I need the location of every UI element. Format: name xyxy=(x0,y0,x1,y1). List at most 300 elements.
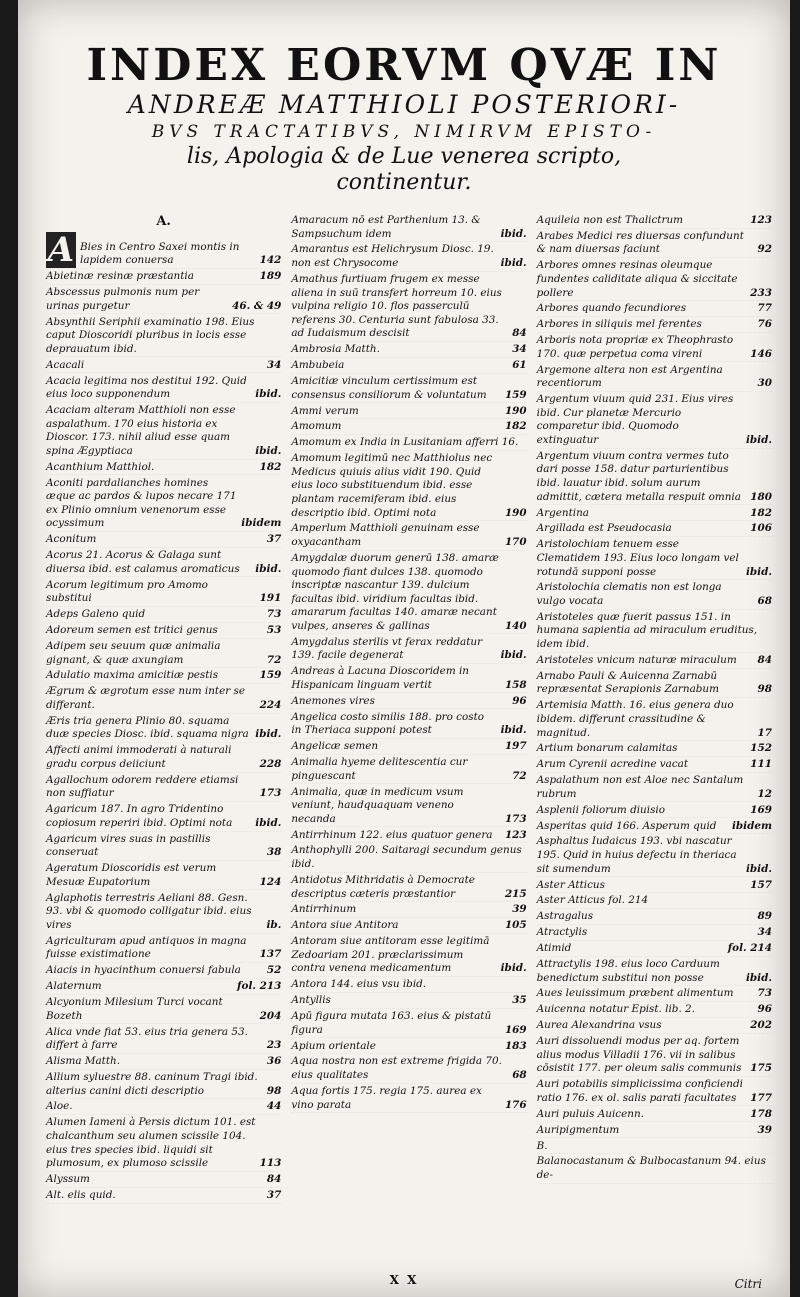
index-entry xyxy=(537,879,772,894)
entry-text: Aconiti pardalianches homines æque ac pardos & lupos necare 171 ex Plinio omnium venenorum esse ocyssimum xyxy=(46,476,237,530)
entry-reference: 215 xyxy=(504,887,527,900)
entry-text: Acanthium Matthiol. xyxy=(46,460,155,473)
index-entry xyxy=(46,375,281,403)
index-entry xyxy=(291,636,526,664)
index-entry xyxy=(537,654,772,669)
entry-text: Amygdalus sterilis vt ferax reddatur 139. facile degenerat xyxy=(291,635,483,662)
index-entry xyxy=(291,243,526,271)
entry-reference: 190 xyxy=(504,506,527,519)
index-entry xyxy=(46,477,281,532)
index-entry xyxy=(291,740,526,755)
index-entry xyxy=(291,452,526,521)
document-page xyxy=(18,0,790,1297)
entry-reference: ibid. xyxy=(745,433,772,446)
index-entry xyxy=(291,405,526,420)
index-columns xyxy=(46,214,772,1252)
entry-text: Antyllis xyxy=(291,994,331,1007)
index-entry xyxy=(46,286,281,314)
index-entry xyxy=(537,522,772,537)
entry-text: Aristolochiam tenuem esse Clematidem 193. Eius loco longam vel rotundā supponi posse xyxy=(536,538,739,578)
entry-text: Anthophylli 200. Saitaragi secundum genus ibid. xyxy=(291,844,522,871)
index-entry xyxy=(291,695,526,710)
entry-text: Adeps Galeno quid xyxy=(46,608,146,621)
entry-text: Auri puluis Auicenn. xyxy=(536,1107,644,1120)
index-entry xyxy=(46,640,281,668)
entry-reference: 72 xyxy=(512,769,527,782)
index-entry xyxy=(291,903,526,918)
entry-reference: 228 xyxy=(259,757,282,770)
entry-reference: 98 xyxy=(757,683,772,696)
entry-reference: 180 xyxy=(750,490,772,503)
index-entry xyxy=(537,742,772,757)
entry-text: Astragalus xyxy=(536,910,594,923)
entry-text: Aster Atticus fol. 214 xyxy=(536,894,649,907)
entry-reference: 189 xyxy=(259,270,282,283)
entry-reference: 34 xyxy=(512,343,527,356)
index-entry xyxy=(46,1173,281,1188)
entry-text: Auicenna notatur Epist. lib. 2. xyxy=(536,1003,695,1016)
entry-text: Arbores in siliquis mel ferentes xyxy=(536,318,702,331)
index-entry xyxy=(291,665,526,693)
entry-text: Absynthii Seriphii examinatio 198. Eius caput Dioscoridi pluribus in locis esse deprauatum ibid. xyxy=(46,315,255,355)
index-entry xyxy=(291,1055,526,1083)
index-entry xyxy=(537,1003,772,1018)
index-entry xyxy=(46,404,281,459)
entry-reference: 30 xyxy=(757,377,772,390)
entry-reference: ibid. xyxy=(745,565,772,578)
entry-text: Amaracum nō est Parthenium 13. & Sampsuchum idem xyxy=(291,214,481,240)
entry-text: Amarantus est Helichrysum Diosc. 19. non est Chrysocome xyxy=(291,243,494,270)
index-entry xyxy=(291,343,526,358)
entry-text: Antora siue Antitora xyxy=(291,919,399,932)
entry-reference: ibid. xyxy=(500,257,527,270)
entry-reference: 173 xyxy=(504,812,527,825)
index-entry xyxy=(46,316,281,358)
entry-reference: 89 xyxy=(757,910,772,923)
entry-reference: ibidem xyxy=(241,517,282,530)
entry-text: Artium bonarum calamitas xyxy=(536,742,678,755)
entry-text: Aristoteles vnicum naturæ miraculum xyxy=(536,653,737,666)
entry-reference: 202 xyxy=(750,1019,772,1032)
entry-reference: 105 xyxy=(504,919,527,932)
index-entry xyxy=(537,1140,772,1155)
index-entry xyxy=(537,393,772,448)
entry-reference: 17 xyxy=(757,726,772,739)
entry-text: Auri dissoluendi modus per aq. fortem alius modus Villadii 176. vii in salibus cōsistit 177. per oleum salis communis xyxy=(536,1035,742,1075)
index-entry xyxy=(46,549,281,577)
index-entry xyxy=(46,935,281,963)
index-entry xyxy=(46,774,281,802)
entry-text: Abietinæ resinæ præstantia xyxy=(46,270,194,283)
title-line-4: lis, Apologia & de Lue venerea scripto, xyxy=(186,144,622,169)
index-entry xyxy=(291,552,526,635)
title-line-5: continentur. xyxy=(336,170,472,195)
entry-text: Arbores quando fecundiores xyxy=(536,302,687,315)
entry-reference: 38 xyxy=(266,846,282,859)
entry-text: Aloe. xyxy=(46,1100,73,1113)
entry-reference: 46. & 49 xyxy=(232,299,282,312)
entry-text: Agallochum odorem reddere etiamsi non suffiatur xyxy=(46,773,239,800)
index-entry xyxy=(46,1116,281,1171)
index-entry xyxy=(291,786,526,828)
index-entry xyxy=(537,804,772,819)
entry-reference: 140 xyxy=(504,619,527,632)
entry-text: Alcyonium Milesium Turci vocant Bozeth xyxy=(46,996,223,1022)
signature-mark: X X xyxy=(389,1273,419,1287)
entry-reference: 35 xyxy=(512,994,527,1007)
entry-reference: 124 xyxy=(259,875,282,888)
entry-text: Asperitas quid 166. Asperum quid xyxy=(536,819,717,832)
entry-reference: 146 xyxy=(750,347,772,360)
entry-reference: 113 xyxy=(259,1157,282,1170)
entry-reference: 92 xyxy=(757,243,772,256)
index-entry xyxy=(46,461,281,476)
entry-reference: ibid. xyxy=(500,962,527,975)
index-entry xyxy=(46,1026,281,1054)
entry-text: Ambubeia xyxy=(291,359,345,372)
index-entry xyxy=(46,230,281,269)
entry-reference: ibid. xyxy=(255,728,282,741)
entry-text: Antoram siue antitoram esse legitimā Zedoariam 201. præclarissimum contra venena medicamentum xyxy=(291,935,490,975)
entry-text: Adipem seu seuum quæ animalia gignant, & quæ axungiam xyxy=(46,640,221,666)
entry-text: Antirrhinum 122. eius quatuor genera xyxy=(291,828,493,841)
entry-reference: ibid. xyxy=(255,388,282,401)
entry-text: Antora 144. eius vsu ibid. xyxy=(291,978,427,991)
index-entry xyxy=(537,214,772,229)
index-entry xyxy=(46,533,281,548)
entry-text: Aglaphotis terrestris Aeliani 88. Gesn. 93. vbi & quomodo colligatur ibid. eius vires xyxy=(46,891,252,931)
entry-reference: 98 xyxy=(266,1084,282,1097)
index-entry xyxy=(291,844,526,872)
entry-text: Aquileia non est Thalictrum xyxy=(536,214,683,226)
entry-text: Acaciam alteram Matthioli non esse aspalathum. 170 eius historia ex Dioscor. 173. nihil aliud esse quam spina Ægyptiaca xyxy=(46,404,236,457)
entry-reference: 68 xyxy=(757,595,772,607)
entry-reference: 158 xyxy=(504,678,527,691)
entry-reference: 183 xyxy=(504,1039,527,1052)
index-entry xyxy=(291,214,526,242)
index-entry xyxy=(46,996,281,1024)
entry-reference: 44 xyxy=(266,1100,282,1113)
index-entry xyxy=(537,1124,772,1139)
entry-reference: ibid. xyxy=(255,444,282,457)
entry-text: Affecti animi immoderati à naturali gradu corpus deiiciunt xyxy=(46,744,232,770)
index-entry xyxy=(537,230,772,258)
entry-reference: 34 xyxy=(757,926,772,939)
entry-reference: ibid. xyxy=(745,862,772,875)
entry-text: Adulatio maxima amicitiæ pestis xyxy=(46,669,219,682)
entry-text: Ambrosia Matth. xyxy=(291,343,380,356)
entry-reference: 157 xyxy=(750,878,772,891)
entry-reference: 123 xyxy=(504,828,527,841)
entry-text: Aconitum xyxy=(46,533,97,546)
section-letter: A. xyxy=(156,214,171,229)
index-entry xyxy=(46,669,281,684)
index-entry xyxy=(46,270,281,285)
entry-text: Amathus furtiuam frugem ex messe aliena in suū transfert horreum 10. eius vulpina religio 10. flos passerculū referens 30. Centuria sunt fabulosa 33. ad Iudaismum descisit xyxy=(291,272,502,340)
entry-text: Argentum viuum contra vermes tuto dari posse 158. datur parturientibus ibid. lauatur ibid. solum aurum admittit, cætera metalla respuit omnia xyxy=(536,449,741,503)
entry-text: Amomum xyxy=(291,420,342,433)
index-entry xyxy=(537,538,772,580)
entry-reference: 106 xyxy=(750,522,772,535)
index-entry xyxy=(291,359,526,374)
index-entry xyxy=(46,862,281,890)
entry-reference: 176 xyxy=(504,1098,527,1111)
entry-reference: 84 xyxy=(757,653,772,666)
index-entry xyxy=(537,942,772,957)
entry-text: Argemone altera non est Argentina recentiorum xyxy=(536,363,723,390)
entry-text: Angelica costo similis 188. pro costo in Theriaca supponi potest xyxy=(291,710,484,737)
entry-text: Arnabo Pauli & Auicenna Zarnabū repræsentat Serapionis Zarnabum xyxy=(536,669,719,696)
index-entry xyxy=(537,302,772,317)
title-line-2: ANDREÆ MATTHIOLI POSTERIORI- xyxy=(127,90,681,119)
entry-text: Asplenii foliorum diuisio xyxy=(536,803,665,816)
entry-text: Ageratum Dioscoridis est verum Mesuæ Eupatorium xyxy=(46,862,217,888)
entry-reference: 175 xyxy=(750,1062,772,1075)
entry-text: Animalia, quæ in medicum vsum veniunt, haudquaquam veneno necanda xyxy=(291,785,464,825)
entry-reference: 39 xyxy=(757,1123,772,1136)
entry-reference: 34 xyxy=(266,358,282,371)
entry-text: Agaricum vires suas in pastillis conseruat xyxy=(46,832,211,859)
entry-text: B. xyxy=(536,1139,548,1152)
index-entry xyxy=(291,420,526,435)
entry-text: Acacia legitima nos destitui 192. Quid eius loco supponendum xyxy=(46,374,247,401)
entry-reference: 159 xyxy=(259,669,282,682)
entry-text: Apium orientale xyxy=(291,1039,376,1052)
entry-reference: 76 xyxy=(757,318,772,331)
entry-reference: fol. 214 xyxy=(727,942,772,955)
entry-reference: ib. xyxy=(266,918,282,931)
index-entry xyxy=(537,1078,772,1106)
index-entry xyxy=(291,978,526,993)
entry-text: Amperlum Matthioli genuinam esse oxyacantham xyxy=(291,522,480,549)
index-entry xyxy=(537,835,772,877)
entry-text: Alisma Matth. xyxy=(46,1055,121,1068)
entry-text: Asphaltus Iudaicus 193. vbi nascatur 195. Quid in huius defectu in theriaca sit sumendum xyxy=(536,835,737,875)
index-entry xyxy=(46,685,281,713)
entry-reference: ibid. xyxy=(255,562,282,575)
entry-reference: 178 xyxy=(750,1107,772,1120)
entry-text: Aristolochia clematis non est longa vulgo vocata xyxy=(536,581,722,607)
index-entry xyxy=(537,1155,772,1183)
index-entry xyxy=(46,803,281,831)
entry-text: Aurea Alexandrina vsus xyxy=(536,1019,662,1032)
entry-reference: ibid. xyxy=(500,227,527,240)
entry-text: Atractylis xyxy=(536,926,588,939)
entry-text: Acacali xyxy=(46,358,85,371)
entry-text: Agriculturam apud antiquos in magna fuisse existimatione xyxy=(46,934,247,961)
entry-text: Arum Cyrenii acredine vacat xyxy=(536,758,689,771)
index-entry xyxy=(46,892,281,934)
entry-reference: 190 xyxy=(504,404,527,417)
entry-text: Arboris nota propriæ ex Theophrasto 170. quæ perpetua coma vireni xyxy=(536,334,734,360)
index-entry xyxy=(291,994,526,1009)
index-entry xyxy=(537,611,772,653)
entry-text: Amomum legitimū nec Matthiolus nec Medicus quiuis alius vidit 190. Quid eius loco substituendum ibid. esse plantam racemiferam ibid. eius descriptio ibid. Optimi nota xyxy=(291,452,493,519)
entry-reference: 152 xyxy=(750,742,772,755)
index-entry xyxy=(537,581,772,609)
entry-text: Arbores omnes resinas oleumque fundentes caliditate aliqua & siccitate pollere xyxy=(536,259,738,299)
entry-text: Bies in Centro Saxei montis in lapidem conuersa xyxy=(80,240,240,267)
entry-text: Aqua nostra non est extreme frigida 70. eius qualitates xyxy=(291,1055,502,1082)
entry-text: Alumen Iameni à Persis dictum 101. est chalcanthum seu alumen scissile 104. eius tres species ibid. liquidi sit plumosum, ex plumoso scissile xyxy=(46,1116,256,1170)
index-entry xyxy=(46,1189,281,1204)
index-entry xyxy=(291,375,526,403)
entry-text: Argentina xyxy=(536,506,590,519)
entry-text: Artemisia Matth. 16. eius genera duo ibidem. differunt crassitudine & magnitud. xyxy=(536,699,734,739)
index-entry xyxy=(537,259,772,301)
entry-reference: 96 xyxy=(757,1003,772,1016)
entry-reference: 37 xyxy=(266,533,282,546)
entry-text: Amicitiæ vinculum certissimum est consensus consiliorum & voluntatum xyxy=(291,375,487,401)
index-entry xyxy=(537,450,772,505)
index-column-3 xyxy=(537,214,772,1252)
entry-reference: 84 xyxy=(266,1173,282,1186)
entry-reference: fol. 213 xyxy=(237,980,282,993)
entry-reference: ibidem xyxy=(731,819,772,832)
index-entry xyxy=(291,1085,526,1113)
index-entry xyxy=(537,987,772,1002)
corner-note: Citri xyxy=(734,1277,762,1291)
index-entry xyxy=(291,711,526,739)
index-entry xyxy=(537,1108,772,1123)
index-entry xyxy=(537,318,772,333)
index-entry xyxy=(46,1100,281,1115)
index-entry xyxy=(537,894,772,909)
entry-text: Amomum ex India in Lusitaniam afferri 16. xyxy=(291,436,519,449)
entry-text: Animalia hyeme delitescentia cur pinguescant xyxy=(291,756,468,782)
index-entry xyxy=(46,359,281,374)
entry-reference: ibid. xyxy=(255,816,282,829)
entry-text: Alica vnde fiat 53. eius tria genera 53. differt à farre xyxy=(46,1025,248,1052)
entry-text: Angelicæ semen xyxy=(291,740,379,753)
entry-text: Ammi verum xyxy=(291,404,359,417)
index-entry xyxy=(291,1010,526,1038)
entry-reference: 96 xyxy=(512,694,527,707)
entry-text: Aster Atticus xyxy=(536,878,605,891)
index-entry xyxy=(291,935,526,977)
entry-text: Ægrum & ægrotum esse num inter se differant. xyxy=(46,685,245,711)
entry-text: Adoreum semen est tritici genus xyxy=(46,624,218,637)
entry-reference: ibid. xyxy=(745,971,772,984)
entry-text: Balanocastanum & Bulbocastanum 94. eius de- xyxy=(536,1155,766,1181)
entry-reference: 169 xyxy=(750,803,772,816)
entry-text: Antirrhinum xyxy=(291,903,357,916)
entry-text: Aiacis in hyacinthum conuersi fabula xyxy=(46,964,241,977)
entry-reference: 53 xyxy=(266,624,282,637)
entry-reference: 36 xyxy=(266,1055,282,1068)
entry-reference: 169 xyxy=(504,1023,527,1036)
entry-text: Attractylis 198. eius loco Carduum benedictum substitui non posse xyxy=(536,958,720,984)
index-entry xyxy=(46,715,281,743)
index-entry xyxy=(46,608,281,623)
entry-reference: 52 xyxy=(266,964,282,977)
entry-text: Aqua fortis 175. regia 175. aurea ex vino parata xyxy=(291,1084,482,1111)
entry-reference: 68 xyxy=(512,1069,527,1082)
index-entry xyxy=(291,919,526,934)
index-entry xyxy=(46,624,281,639)
entry-reference: 191 xyxy=(259,592,282,605)
index-entry xyxy=(537,1035,772,1077)
entry-reference: 233 xyxy=(750,286,772,299)
entry-text: Anemones vires xyxy=(291,694,375,707)
entry-reference: 84 xyxy=(512,327,527,340)
index-entry xyxy=(291,522,526,550)
index-entry xyxy=(46,964,281,979)
index-entry xyxy=(291,273,526,342)
entry-reference: 37 xyxy=(266,1188,282,1201)
entry-reference: ibid. xyxy=(500,649,527,662)
index-entry xyxy=(46,833,281,861)
index-column-2 xyxy=(291,214,526,1252)
entry-text: Andreas à Lacuna Dioscoridem in Hispanicam linguam vertit xyxy=(291,665,469,691)
index-entry xyxy=(537,364,772,392)
index-column-1 xyxy=(46,214,281,1252)
entry-reference: 170 xyxy=(504,536,527,549)
page-header xyxy=(18,0,790,196)
entry-text: Argentum viuum quid 231. Eius vires ibid. Cur planetæ Mercurio comparetur ibid. Quomodo extinguatur xyxy=(536,393,734,446)
entry-text: Auripigmentum xyxy=(536,1123,620,1136)
entry-reference: 23 xyxy=(266,1039,282,1052)
entry-text: Antidotus Mithridatis à Democrate descriptus cæteris præstantior xyxy=(291,873,475,900)
index-entry xyxy=(537,820,772,835)
index-entry xyxy=(291,436,526,451)
index-entry xyxy=(291,829,526,844)
entry-reference: 137 xyxy=(259,948,282,961)
entry-reference: 224 xyxy=(259,698,282,711)
index-entry xyxy=(291,1040,526,1055)
entry-reference: 77 xyxy=(757,302,772,315)
entry-text: Amygdalæ duorum generū 138. amaræ quomodo fiant dulces 138. quomodo inscriptæ nascantur 139. dulcium facultas ibid. viridium facultas ibid. amararum facultas 140. amaræ necant vulpes, anseres & gallinas xyxy=(291,551,499,632)
entry-reference: 159 xyxy=(504,388,527,401)
index-entry xyxy=(46,1071,281,1099)
entry-reference: 177 xyxy=(750,1091,772,1104)
title-line-3: BVS TRACTATIBVS, NIMIRVM EPISTO- xyxy=(151,122,657,142)
entry-text: Acorus 21. Acorus & Galaga sunt diuersa ibid. est calamus aromaticus xyxy=(46,549,240,575)
entry-text: Acorum legitimum pro Amomo substitui xyxy=(46,578,208,605)
entry-text: Aues leuissimum præbent alimentum xyxy=(536,987,734,1000)
entry-reference: 182 xyxy=(750,506,772,519)
index-entry xyxy=(46,980,281,995)
index-entry xyxy=(537,334,772,362)
entry-reference: 61 xyxy=(512,359,527,372)
entry-text: Abscessus pulmonis num per urinas purgetur xyxy=(46,286,200,312)
index-entry xyxy=(537,774,772,802)
index-entry xyxy=(537,758,772,773)
entry-text: Alt. elis quid. xyxy=(46,1188,116,1201)
entry-text: Allium syluestre 88. caninum Tragi ibid. alterius canini dicti descriptio xyxy=(46,1070,258,1097)
title-line-1: INDEX EORVM QVÆ IN xyxy=(86,40,722,91)
entry-text: Argillada est Pseudocasia xyxy=(536,522,672,535)
index-entry xyxy=(537,910,772,925)
entry-reference: 182 xyxy=(259,460,282,473)
index-entry xyxy=(537,1019,772,1034)
entry-reference: ibid. xyxy=(500,724,527,737)
index-entry xyxy=(46,579,281,607)
entry-reference: 111 xyxy=(750,758,772,771)
index-entry xyxy=(537,699,772,741)
entry-text: Agaricum 187. In agro Tridentino copiosum reperiri ibid. Optimi nota xyxy=(46,803,233,829)
entry-text: Auri potabilis simplicissima conficiendi ratio 176. ex ol. salis parati facultates xyxy=(536,1078,743,1104)
entry-reference: 173 xyxy=(259,787,282,800)
entry-reference: 204 xyxy=(259,1009,282,1022)
entry-reference: 39 xyxy=(512,903,527,916)
index-entry xyxy=(537,926,772,941)
entry-reference: 73 xyxy=(266,608,282,621)
drop-cap-letter: A xyxy=(47,230,75,270)
entry-text: Alyssum xyxy=(46,1173,90,1186)
entry-reference: 182 xyxy=(504,420,527,433)
index-entry xyxy=(46,744,281,772)
